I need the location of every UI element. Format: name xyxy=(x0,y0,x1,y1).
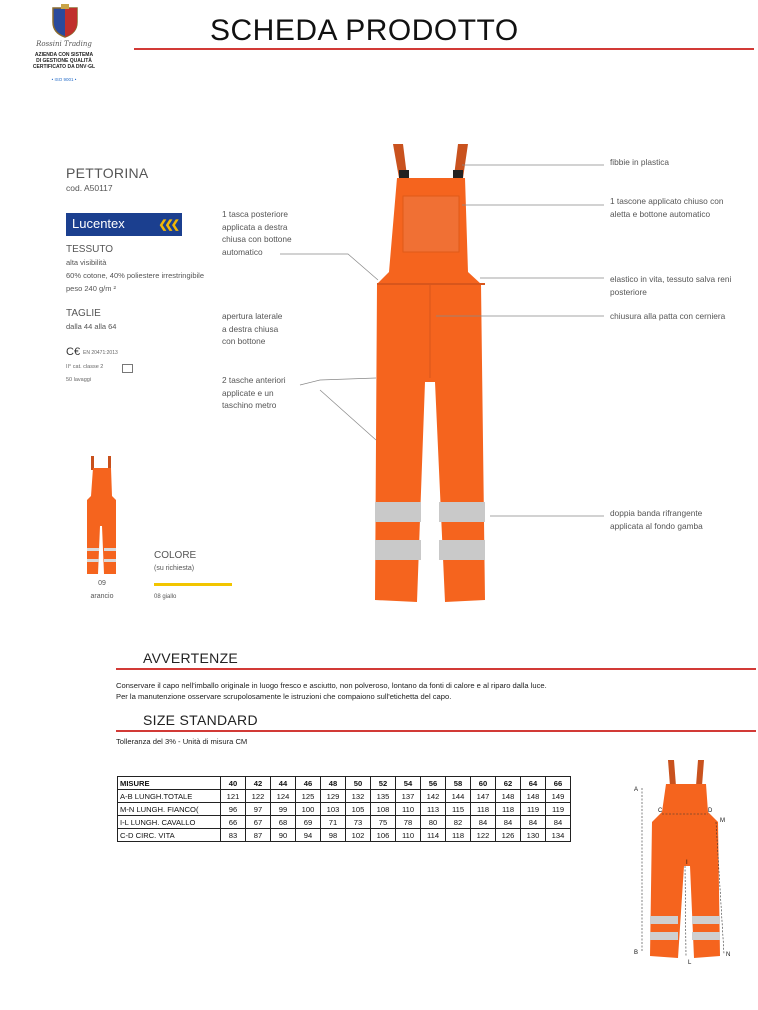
avvertenze-heading: AVVERTENZE xyxy=(143,650,239,666)
table-cell: 99 xyxy=(271,803,296,816)
callout-back-pocket: 1 tasca posteriore applicata a destra chiusa con bottone automatico xyxy=(222,209,292,257)
row-label: I-L LUNGH. CAVALLO xyxy=(118,816,221,829)
colore-heading: COLORE xyxy=(154,550,197,561)
table-cell: 132 xyxy=(346,790,371,803)
table-header-label: MISURE xyxy=(118,777,221,790)
table-cell: 94 xyxy=(296,829,321,842)
size-column: 42 xyxy=(246,777,271,790)
table-cell: 137 xyxy=(396,790,421,803)
logo-iso: • ISO 9001 • xyxy=(51,77,77,82)
table-cell: 144 xyxy=(446,790,471,803)
avvertenze-text: Conservare il capo nell'imballo originale in luogo fresco e asciutto, non polveroso, lontano da fonti di calore e al riparo dalla luce. Per la manutenzione osservare scrupolosamente le istruzioni che compaiono sull'etichetta del capo. xyxy=(116,681,547,701)
crest-icon xyxy=(50,4,80,38)
table-cell: 118 xyxy=(446,829,471,842)
table-cell: 71 xyxy=(321,816,346,829)
table-cell: 84 xyxy=(521,816,546,829)
table-cell: 106 xyxy=(371,829,396,842)
callout-buckles: fibbie in plastica xyxy=(610,157,670,167)
table-cell: 122 xyxy=(246,790,271,803)
brand-logo xyxy=(66,213,182,236)
table-cell: 83 xyxy=(221,829,246,842)
tessuto-heading: TESSUTO xyxy=(66,244,114,255)
table-cell: 142 xyxy=(421,790,446,803)
table-cell: 97 xyxy=(246,803,271,816)
table-cell: 69 xyxy=(296,816,321,829)
callout-elastic-waist: elastico in vita, tessuto salva reni posteriore xyxy=(610,274,732,297)
tolerance-note: Tolleranza del 3% - Unità di misura CM xyxy=(116,737,248,746)
size-column: 50 xyxy=(346,777,371,790)
table-cell: 108 xyxy=(371,803,396,816)
measurement-diagram xyxy=(628,756,744,966)
table-cell: 103 xyxy=(321,803,346,816)
table-cell: 68 xyxy=(271,816,296,829)
callout-chest-pocket: 1 tascone applicato chiuso con aletta e bottone automatico xyxy=(610,196,724,219)
avvertenze-divider xyxy=(116,668,756,670)
diagram-label-l: L xyxy=(688,960,692,966)
diagram-label-m: M xyxy=(720,818,725,824)
product-thumbnail xyxy=(84,456,120,576)
table-cell: 102 xyxy=(346,829,371,842)
chevrons-icon: ❮❮❮ xyxy=(158,219,177,231)
size-column: 60 xyxy=(471,777,496,790)
tessuto-line: alta visibilità xyxy=(66,258,107,267)
taglie-heading: TAGLIE xyxy=(66,308,101,319)
table-cell: 110 xyxy=(396,803,421,816)
table-cell: 87 xyxy=(246,829,271,842)
table-cell: 148 xyxy=(496,790,521,803)
table-cell: 114 xyxy=(421,829,446,842)
size-standard-divider xyxy=(116,730,756,732)
table-cell: 67 xyxy=(246,816,271,829)
size-column: 40 xyxy=(221,777,246,790)
table-row xyxy=(118,803,571,816)
norm-class: II° cat. classe 2 xyxy=(66,364,104,370)
diagram-label-n: N xyxy=(726,952,731,958)
table-cell: 84 xyxy=(471,816,496,829)
table-row xyxy=(118,816,571,829)
table-cell: 84 xyxy=(496,816,521,829)
table-cell: 126 xyxy=(496,829,521,842)
ce-mark: C€ xyxy=(66,346,81,358)
table-cell: 73 xyxy=(346,816,371,829)
table-cell: 66 xyxy=(221,816,246,829)
table-cell: 130 xyxy=(521,829,546,842)
table-cell: 129 xyxy=(321,790,346,803)
table-cell: 134 xyxy=(546,829,571,842)
company-logo xyxy=(18,4,110,86)
table-cell: 78 xyxy=(396,816,421,829)
logo-certification: AZIENDA CON SISTEMA DI GESTIONE QUALITÀ CERTIFICATO DA DNV·GL xyxy=(32,52,96,70)
diagram-label-a: A xyxy=(634,787,639,793)
diagram-label-c: C xyxy=(658,808,663,814)
callout-front-pockets: 2 tasche anteriori applicate e un taschino metro xyxy=(222,375,286,410)
size-column: 56 xyxy=(421,777,446,790)
size-table-body xyxy=(118,790,571,842)
callout-reflective-bands: doppia banda rifrangente applicata al fondo gamba xyxy=(610,508,703,531)
product-name: PETTORINA xyxy=(66,165,149,181)
table-cell: 110 xyxy=(396,829,421,842)
colore-sub: (su richiesta) xyxy=(154,565,195,572)
tessuto-line: peso 240 g/m ² xyxy=(66,284,117,293)
table-cell: 135 xyxy=(371,790,396,803)
table-cell: 124 xyxy=(271,790,296,803)
table-cell: 147 xyxy=(471,790,496,803)
size-column: 64 xyxy=(521,777,546,790)
thumb-color-code: 09 xyxy=(98,580,106,587)
table-cell: 75 xyxy=(371,816,396,829)
table-cell: 113 xyxy=(421,803,446,816)
callout-zip-fly: chiusura alla patta con cerniera xyxy=(610,311,726,321)
norm-standard: EN 20471:2013 xyxy=(83,350,118,356)
table-cell: 90 xyxy=(271,829,296,842)
row-label: C-D CIRC. VITA xyxy=(118,829,221,842)
table-row xyxy=(118,829,571,842)
size-column: 66 xyxy=(546,777,571,790)
table-cell: 119 xyxy=(521,803,546,816)
table-cell: 115 xyxy=(446,803,471,816)
product-main-image xyxy=(355,142,505,604)
diagram-label-i: I xyxy=(686,860,688,866)
size-standard-heading: SIZE STANDARD xyxy=(143,712,258,728)
wash-icon xyxy=(122,364,133,373)
table-cell: 118 xyxy=(496,803,521,816)
size-column: 44 xyxy=(271,777,296,790)
table-cell: 118 xyxy=(471,803,496,816)
size-column: 52 xyxy=(371,777,396,790)
size-column: 48 xyxy=(321,777,346,790)
table-cell: 105 xyxy=(346,803,371,816)
row-label: M-N LUNGH. FIANCO( xyxy=(118,803,221,816)
row-label: A-B LUNGH.TOTALE xyxy=(118,790,221,803)
title-divider xyxy=(134,48,754,50)
tessuto-line: 60% cotone, 40% poliestere irrestringibile xyxy=(66,271,204,280)
logo-signature: Rossini Trading xyxy=(36,40,92,48)
washes-count: 50 lavaggi xyxy=(66,377,92,383)
diagram-label-d: D xyxy=(708,808,713,814)
page-title: SCHEDA PRODOTTO xyxy=(210,14,519,47)
table-cell: 125 xyxy=(296,790,321,803)
table-cell: 122 xyxy=(471,829,496,842)
brand-name: Lucentex xyxy=(72,216,125,231)
thumb-color-name: arancio xyxy=(90,593,114,600)
table-cell: 119 xyxy=(546,803,571,816)
table-cell: 96 xyxy=(221,803,246,816)
size-table xyxy=(117,776,571,842)
table-row xyxy=(118,790,571,803)
table-cell: 121 xyxy=(221,790,246,803)
table-cell: 84 xyxy=(546,816,571,829)
size-column: 54 xyxy=(396,777,421,790)
taglie-value: dalla 44 alla 64 xyxy=(66,322,117,331)
size-column: 62 xyxy=(496,777,521,790)
diagram-label-b: B xyxy=(634,950,639,956)
callout-side-opening: apertura laterale a destra chiusa con bottone xyxy=(222,311,283,346)
table-cell: 100 xyxy=(296,803,321,816)
yellow-swatch xyxy=(154,583,232,586)
table-cell: 82 xyxy=(446,816,471,829)
table-cell: 148 xyxy=(521,790,546,803)
table-cell: 98 xyxy=(321,829,346,842)
product-code: cod. A50117 xyxy=(66,183,113,193)
table-cell: 149 xyxy=(546,790,571,803)
size-column: 46 xyxy=(296,777,321,790)
size-column: 58 xyxy=(446,777,471,790)
yellow-label: 08 giallo xyxy=(154,594,177,600)
table-header-row xyxy=(118,777,571,790)
table-cell: 80 xyxy=(421,816,446,829)
